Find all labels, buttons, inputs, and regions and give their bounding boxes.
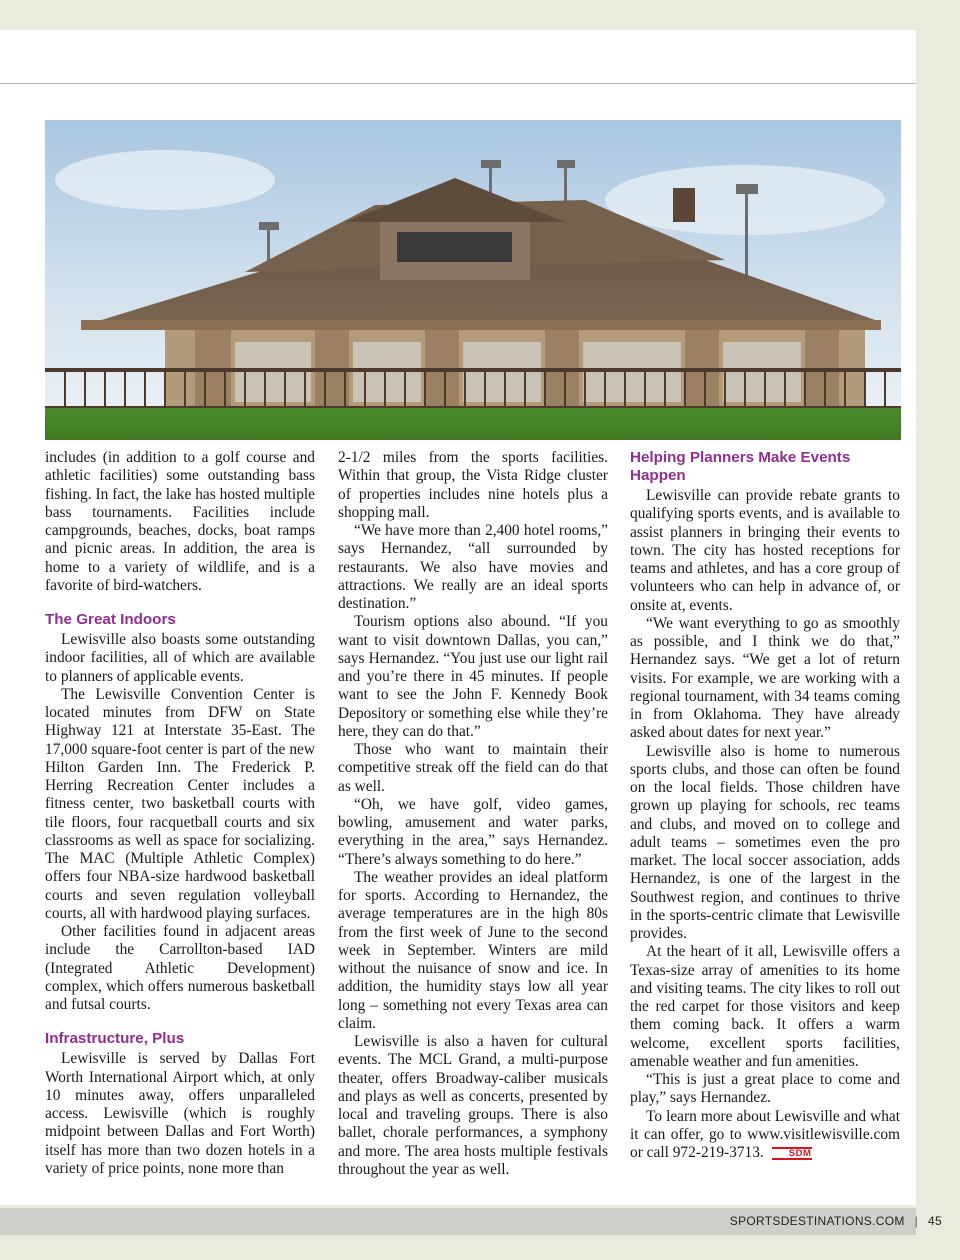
paragraph: includes (in addition to a golf course and athletic facilities) some outstanding bass fishing. In fact, the lake has hosted multiple bass tournaments. Facilities include campgrounds, beaches, docks, boat ramps and picnic areas. In addition, the area is home to a variety of wildlife, and is a favorite of bird-watchers.: [45, 449, 315, 594]
sdm-end-logo: SDM: [772, 1147, 813, 1160]
paragraph: Those who want to maintain their competitive streak off the field can do that as well.: [338, 741, 608, 795]
section-heading-great-indoors: The Great Indoors: [45, 611, 176, 628]
article-column-1: [45, 449, 315, 1178]
footer-site-link[interactable]: SPORTSDESTINATIONS.COM: [729, 1214, 905, 1228]
paragraph: 2-1/2 miles from the sports facilities. Within that group, the Vista Ridge cluster of properties includes nine hotels plus a shopping mall.: [338, 449, 608, 521]
page-footer: [730, 1214, 942, 1228]
article-column-3: [630, 449, 900, 1162]
paragraph: Lewisville also is home to numerous sports clubs, and those can often be found on the local fields. Those children have grown up playing for schools, rec teams and clubs, and moved on to college and adult teams – sometimes even the pro market. The local soccer association, adds Hernandez, is one of the largest in the Southwest region, and continues to thrive in the sports-centric climate that Lewisville provides.: [630, 742, 900, 942]
paragraph: “We want everything to go as smoothly as possible, and I think we do that,” Hernandez says. “We get a lot of return visits. For example, we are working with a regional tournament, with 34 teams coming in from Oklahoma. They have already asked about dates for next year.”: [630, 614, 900, 742]
closing-paragraph: [630, 1108, 900, 1163]
paragraph: The weather provides an ideal platform for sports. According to Hernandez, the average temperatures are in the high 80s from the first week of June to the second week in September. Winters are mild without the nuisance of snow and ice. In addition, the humidity stays low all year long – something not every Texas area can claim.: [338, 868, 608, 1032]
paragraph: Tourism options also abound. “If you want to visit downtown Dallas, you can,” says Hernandez. “You just use our light rail and you’re there in 45 minutes. If people want to see the John F. Kennedy Book Depository or something else while they’re here, they can do that.”: [338, 613, 608, 740]
page-number: 45: [928, 1214, 942, 1228]
paragraph: At the heart of it all, Lewisville offers a Texas-size array of amenities to its home and visiting teams. The city likes to roll out the red carpet for those visitors and keep them coming back. It offers a warm welcome, excellent sports facilities, amenable weather and fun amenities.: [630, 943, 900, 1070]
footer-separator: |: [914, 1214, 919, 1228]
paragraph: “Oh, we have golf, video games, bowling, amusement and water parks, everything in the area,” says Hernandez. “There’s always something to do here.”: [338, 795, 608, 868]
paragraph: “We have more than 2,400 hotel rooms,” says Hernandez, “all surrounded by restaurants. We also have movies and attractions. We really are an ideal sports destination.”: [338, 522, 608, 612]
paragraph: Lewisville is served by Dallas Fort Worth International Airport which, at only 10 minutes away, offers unparalleled access. Lewisville (which is roughly midpoint between Dallas and Fort Worth) itself has more than two dozen hotels in a variety of price points, none more than: [45, 1050, 315, 1177]
section-heading-helping-planners: Helping Planners Make Events Happen: [630, 449, 851, 484]
paragraph: “This is just a great place to come and play,” says Hernandez.: [630, 1071, 900, 1107]
section-heading-infrastructure: Infrastructure, Plus: [45, 1030, 185, 1048]
paragraph: Other facilities found in adjacent areas include the Carrollton-based IAD (Integrated Athletic Development) complex, which offers numerous basketball and futsal courts.: [45, 923, 315, 1013]
pavilion-photo: [45, 120, 901, 440]
paragraph-text: To learn more about Lewisville and what it can offer, go to www.visitlewisville.com or call 972-219-3713.: [630, 1107, 900, 1161]
paragraph: Lewisville is also a haven for cultural events. The MCL Grand, a multi-purpose theater, offers Broadway-caliber musicals and plays as well as concerts, presented by local and traveling groups. There is also ballet, chorale performances, a symphony and more. The area hosts multiple festivals throughout the year as well.: [338, 1033, 608, 1178]
paragraph: Lewisville can provide rebate grants to qualifying sports events, and is available to assist planners in bringing their events to town. The city has hosted receptions for teams and athletes, and has a core group of volunteers who can help in advance of, or onsite at, events.: [630, 487, 900, 614]
paragraph: Lewisville also boasts some outstanding indoor facilities, all of which are available to planners of applicable events.: [45, 631, 315, 685]
header-rule: [0, 83, 916, 84]
paragraph: The Lewisville Convention Center is located minutes from DFW on State Highway 121 at Interstate 35-East. The 17,000 square-foot center is part of the new Hilton Garden Inn. The Frederick P. Herring Recreation Center includes a fitness center, two basketball courts with tile floors, four racquetball courts and six classrooms as well as space for socializing. The MAC (Multiple Athletic Complex) offers four NBA-size hardwood basketball courts and seven regulation volleyball courts, all with hardwood playing surfaces.: [45, 685, 315, 922]
article-column-2: [338, 449, 608, 1179]
magazine-page: [0, 30, 916, 1205]
